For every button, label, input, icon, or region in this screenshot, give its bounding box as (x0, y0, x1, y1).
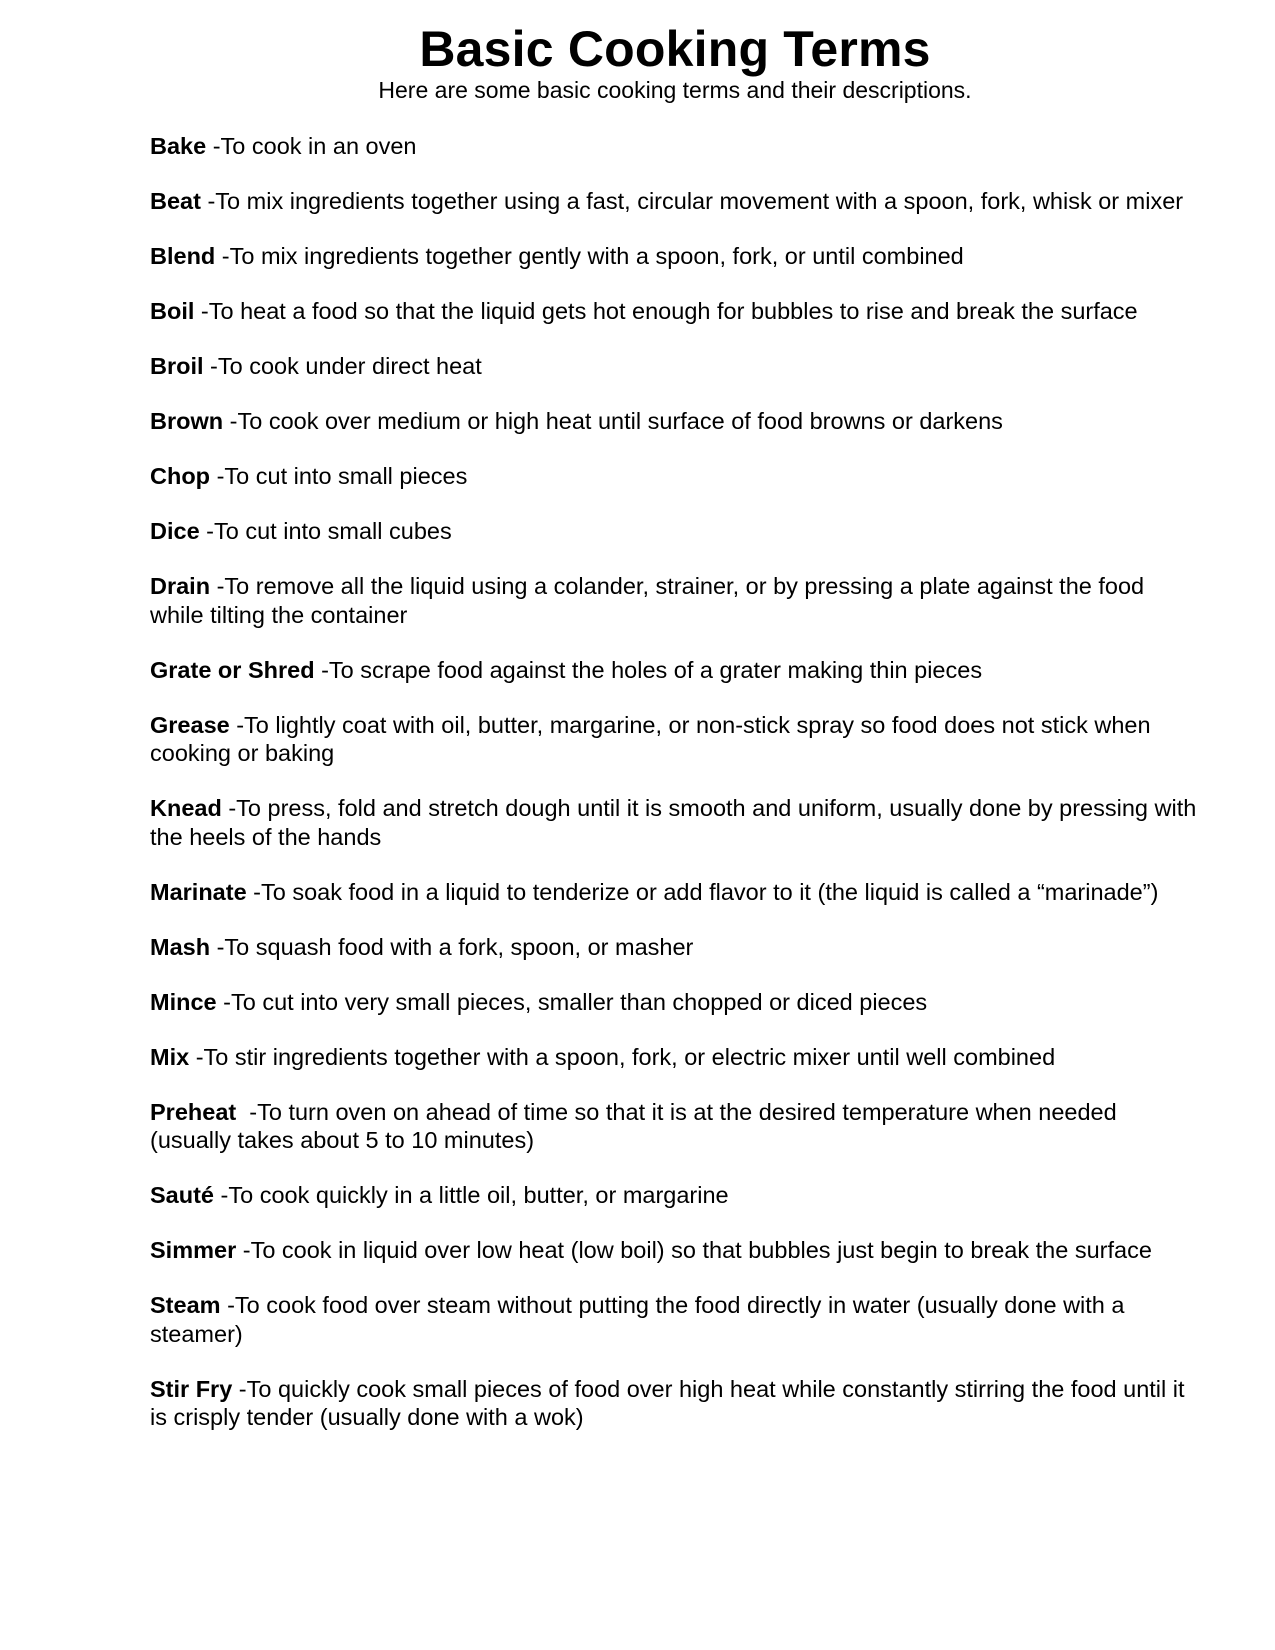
term-definition: -To cook quickly in a little oil, butter, or margarine (214, 1182, 729, 1208)
term-definition: -To quickly cook small pieces of food over high heat while constantly stirring the food until it is crisply tender (usually done with a wok) (150, 1375, 1192, 1430)
term-name: Simmer (150, 1237, 237, 1263)
term-entry (150, 1236, 1200, 1265)
term-entry (150, 878, 1200, 907)
term-entry (150, 572, 1200, 629)
term-entry (150, 988, 1200, 1017)
term-name: Marinate (150, 878, 247, 905)
term-name: Grate or Shred (150, 656, 315, 683)
term-entry (150, 187, 1200, 216)
term-definition: -To stir ingredients together with a spoon, fork, or electric mixer until well combined (189, 1043, 1056, 1070)
term-entry (150, 462, 1200, 491)
terms-list (150, 132, 1203, 1432)
term-definition: -To turn oven on ahead of time so that it is at the desired temperature when needed (usually takes about 5 to 10 minutes) (150, 1098, 1124, 1153)
term-name: Dice (150, 518, 200, 544)
term-definition: -To lightly coat with oil, butter, margarine, or non-stick spray so food does not stick when cooking or baking (150, 711, 1158, 766)
term-definition: -To cook in liquid over low heat (low boil) so that bubbles just begin to break the surface (236, 1237, 1152, 1263)
term-name: Stir Fry (150, 1375, 233, 1402)
term-entry (150, 1098, 1200, 1155)
term-definition: -To heat a food so that the liquid gets hot enough for bubbles to rise and break the surface (194, 298, 1138, 324)
term-entry (150, 517, 1200, 546)
term-name: Brown (150, 408, 224, 434)
term-definition: -To soak food in a liquid to tenderize or add flavor to it (the liquid is called a “marinade”) (246, 878, 1159, 905)
term-name: Sauté (150, 1182, 214, 1208)
term-name: Boil (150, 298, 195, 324)
term-definition: -To squash food with a fork, spoon, or masher (210, 933, 694, 960)
term-name: Grease (150, 711, 230, 738)
term-entry (150, 711, 1200, 768)
term-entry (150, 132, 1200, 161)
term-definition: -To mix ingredients together using a fast, circular movement with a spoon, fork, whisk or mixer (200, 188, 1184, 214)
term-definition: -To scrape food against the holes of a grater making thin pieces (314, 656, 983, 683)
term-definition: -To cook in an oven (206, 133, 417, 159)
term-name: Broil (150, 353, 204, 379)
term-definition: -To cut into small cubes (199, 518, 452, 544)
term-definition: -To remove all the liquid using a colander, strainer, or by pressing a plate against the food while tilting the container (150, 573, 1151, 628)
term-name: Mix (150, 1043, 190, 1070)
term-name: Bake (150, 133, 207, 159)
term-entry (150, 352, 1200, 381)
term-definition: -To cook food over steam without putting the food directly in water (usually done with a steamer) (150, 1292, 1132, 1347)
page-title: Basic Cooking Terms (419, 21, 931, 77)
term-name: Steam (150, 1292, 221, 1318)
term-name: Blend (150, 243, 216, 269)
term-entry (150, 794, 1203, 851)
term-name: Knead (150, 795, 222, 821)
term-entry (150, 242, 1200, 271)
term-entry (150, 1043, 1200, 1072)
term-name: Drain (150, 573, 211, 599)
term-name: Mash (150, 933, 211, 960)
term-name: Mince (150, 988, 217, 1015)
term-definition: -To cook over medium or high heat until surface of food browns or darkens (223, 408, 1003, 434)
term-definition: -To mix ingredients together gently with a spoon, fork, or until combined (215, 243, 964, 269)
term-name: Chop (150, 463, 211, 489)
term-entry (150, 407, 1200, 436)
term-entry (150, 933, 1200, 962)
term-entry (150, 1291, 1200, 1348)
term-entry (150, 656, 1200, 685)
term-entry (150, 1181, 1200, 1210)
term-definition: -To press, fold and stretch dough until it is smooth and uniform, usually done by pressing with the heels of the hands (150, 795, 1203, 850)
term-entry (150, 297, 1200, 326)
page-subtitle: Here are some basic cooking terms and their descriptions. (378, 77, 972, 103)
term-definition: -To cook under direct heat (203, 353, 482, 379)
term-name: Preheat (150, 1098, 237, 1125)
term-definition: -To cut into small pieces (210, 463, 468, 489)
term-entry (150, 1375, 1200, 1432)
term-definition: -To cut into very small pieces, smaller than chopped or diced pieces (216, 988, 928, 1015)
term-name: Beat (150, 188, 201, 214)
